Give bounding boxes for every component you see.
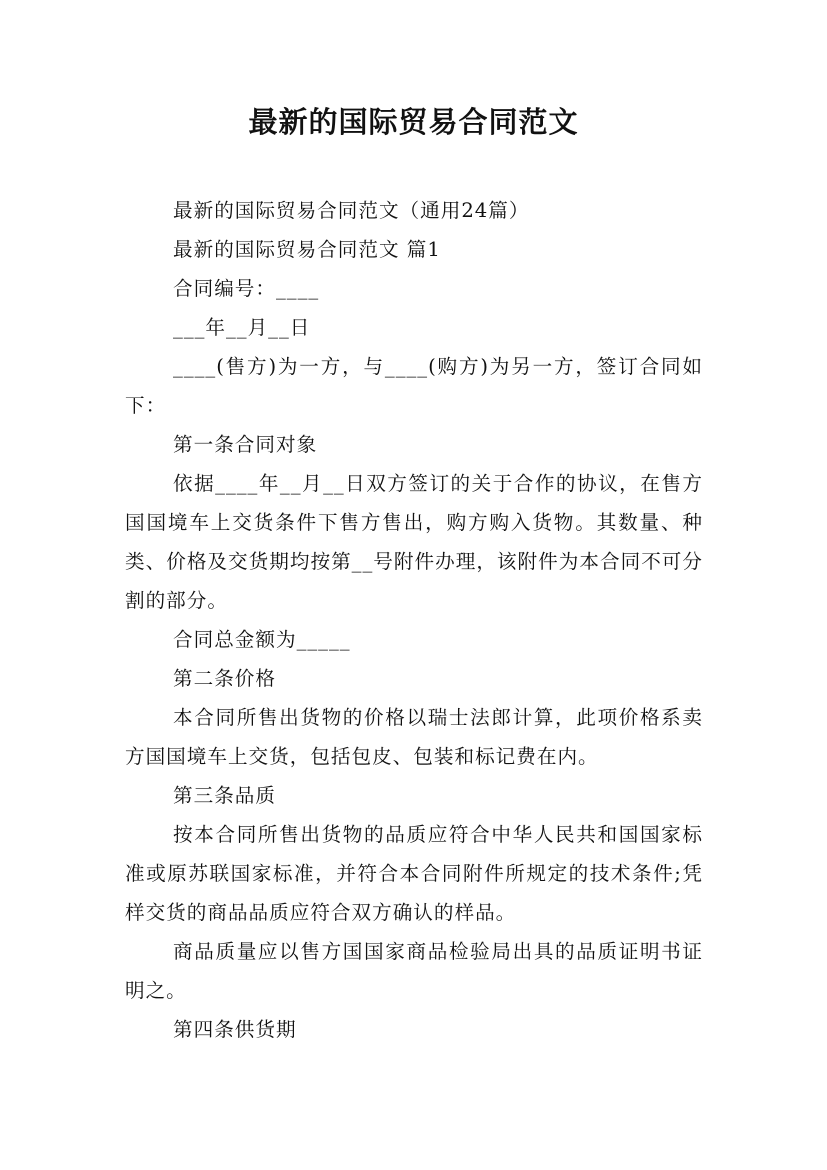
parties-paragraph: ____(售方)为一方，与____(购方)为另一方，签订合同如下： <box>125 355 703 417</box>
body-paragraph: 商品质量应以售方国国家商品检验局出具的品质证明书证明之。 <box>125 940 703 1002</box>
body-paragraph: 依据____年__月__日双方签订的关于合作的协议，在售方国国境车上交货条件下售方售出，购方购入货物。其数量、种类、价格及交货期均按第__号附件办理，该附件为本合同不可分割的部分。 <box>125 472 703 612</box>
subtitle-paragraph: 最新的国际贸易合同范文（通用24篇） <box>173 199 530 222</box>
article-heading: 第一条合同对象 <box>173 433 318 456</box>
contract-number: 合同编号：____ <box>173 277 320 300</box>
body-paragraph: 按本合同所售出货物的品质应符合中华人民共和国国家标准或原苏联国家标准，并符合本合同附件所规定的技术条件;凭样交货的商品品质应符合双方确认的样品。 <box>125 823 703 924</box>
document-body <box>125 191 703 1049</box>
section-heading: 最新的国际贸易合同范文 篇1 <box>173 238 441 261</box>
total-amount: 合同总金额为_____ <box>173 628 351 651</box>
document-title: 最新的国际贸易合同范文 <box>248 105 579 139</box>
article-heading: 第二条价格 <box>173 667 276 690</box>
article-heading: 第四条供货期 <box>173 1018 297 1041</box>
article-heading: 第三条品质 <box>173 784 276 807</box>
body-paragraph: 本合同所售出货物的价格以瑞士法郎计算，此项价格系卖方国国境车上交货，包括包皮、包装和标记费在内。 <box>125 706 703 768</box>
contract-date: ___年__月__日 <box>173 316 311 339</box>
